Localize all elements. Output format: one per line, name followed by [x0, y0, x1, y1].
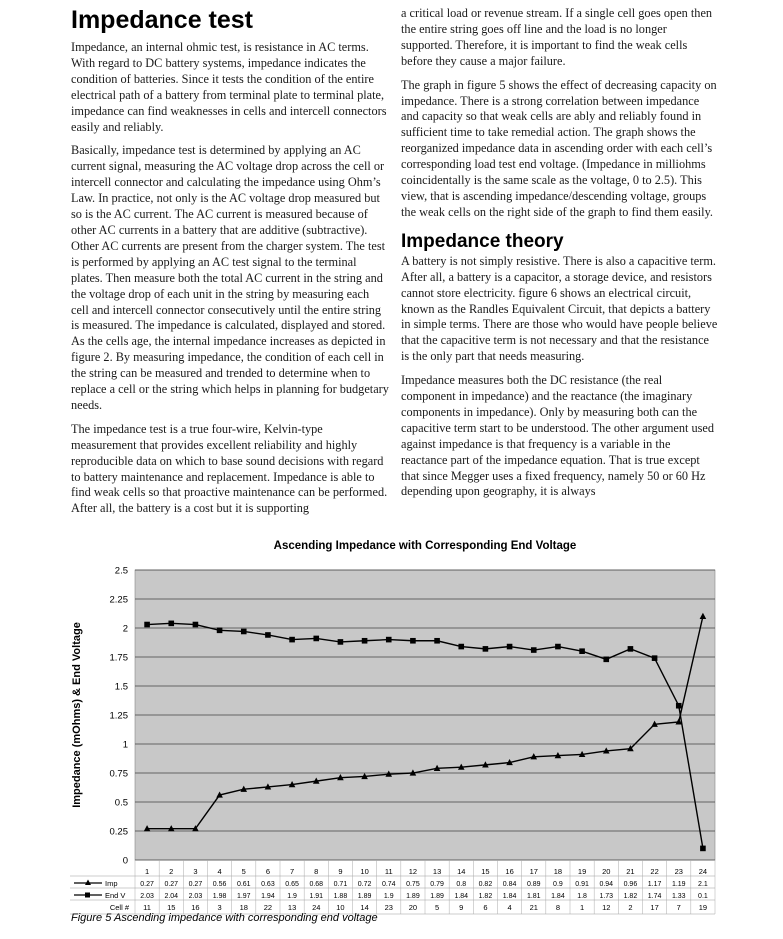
- data-point: [338, 639, 344, 645]
- cell-number: 22: [263, 903, 273, 912]
- cell-number: 5: [434, 903, 440, 912]
- data-label: 1.84: [551, 893, 565, 900]
- data-point: [144, 622, 150, 628]
- data-label: 0.27: [188, 881, 203, 888]
- data-label: 2.1: [698, 881, 708, 888]
- x-tick-label: 10: [360, 867, 369, 876]
- data-point: [507, 644, 513, 650]
- x-tick-label: 16: [505, 867, 514, 876]
- data-label: 0.9: [553, 881, 563, 888]
- section-heading: Impedance theory: [401, 230, 564, 252]
- y-axis-label: Impedance (mOhms) & End Voltage: [71, 622, 83, 808]
- cell-number: 19: [698, 903, 708, 912]
- x-tick-label: 6: [265, 867, 271, 876]
- legend-marker: [85, 893, 90, 898]
- data-label: 0.56: [212, 881, 227, 888]
- data-label: 1.89: [406, 893, 420, 900]
- cell-number: 1: [579, 903, 585, 912]
- cell-number: 21: [529, 903, 538, 912]
- y-tick-label: 2.25: [109, 594, 128, 606]
- data-point: [265, 632, 271, 638]
- data-point: [168, 621, 174, 627]
- data-label: 0.75: [406, 881, 420, 888]
- cell-number: 9: [459, 903, 464, 912]
- x-tick-label: 20: [602, 867, 611, 876]
- data-point: [555, 644, 561, 650]
- paragraph: Impedance measures both the DC resistance (the real component in impedance) and the reactance (the imaginary components in impedance). Only by measuring both can the capacitive term start to be understood. The other argument used against impedance is that frequency is a variable in the reactance part of the impedance equation. That is true except that since Megger uses a fixed frequency, namely 50 or 60 Hz depending upon geography, it is always: [401, 373, 715, 499]
- data-label: 2.03: [188, 893, 203, 900]
- data-label: 0.1: [698, 893, 708, 900]
- x-tick-label: 8: [314, 867, 319, 876]
- y-tick-label: 2: [122, 623, 128, 635]
- data-point: [313, 636, 319, 642]
- x-tick-label: 19: [577, 867, 587, 876]
- data-point: [410, 638, 416, 644]
- data-label: 1.84: [502, 893, 517, 900]
- data-label: 0.8: [456, 881, 467, 888]
- legend-label: Imp: [105, 879, 118, 888]
- cell-number: 12: [602, 903, 611, 912]
- data-point: [386, 637, 392, 643]
- data-point: [483, 646, 489, 652]
- cell-number: 2: [628, 903, 633, 912]
- data-label: 1.9: [287, 893, 297, 900]
- cell-number: 10: [336, 903, 345, 912]
- data-label: 0.74: [381, 881, 396, 888]
- x-tick-label: 13: [432, 867, 442, 876]
- x-tick-label: 21: [626, 867, 635, 876]
- y-tick-label: 0.75: [109, 768, 128, 780]
- data-point: [700, 846, 706, 852]
- cell-number: 15: [167, 903, 176, 912]
- cell-number: 8: [555, 903, 561, 912]
- data-label: 1.97: [236, 893, 251, 900]
- x-tick-label: 9: [338, 867, 343, 876]
- data-point: [603, 657, 609, 663]
- data-point: [289, 637, 295, 643]
- x-tick-label: 12: [408, 867, 418, 876]
- data-label: 1.73: [599, 893, 614, 900]
- data-label: 0.68: [309, 881, 324, 888]
- data-label: 1.9: [383, 893, 394, 900]
- data-label: 0.94: [599, 881, 614, 888]
- paragraph: Basically, impedance test is determined by applying an AC current signal, measuring the AC voltage drop across the cell or intercell connector and calculating the impedance using Ohm’s Law. In practice, not only is the AC voltage drop measured but so is the AC current. The AC current is measured because of other AC currents in a battery that are additive (subtractive). Other AC currents are present from the charger system. The test is performed by applying an AC test signal to the terminal plates. Then measure both the total AC current in the string and the voltage drop of each unit in the string by measuring each cell and intercell connector consecutively until the entire string is measured. The impedance is calculated, displayed and stored. As the cells age, the internal impedance increases as depicted in figure 2. By measuring impedance, the condition of each cell in the string can be measured and trended to determine when to replace a cell or the string which helps in planning for budgetary needs.: [71, 143, 389, 412]
- data-label: 0.96: [623, 881, 638, 888]
- x-tick-label: 2: [169, 867, 174, 876]
- data-label: 0.63: [261, 881, 275, 888]
- y-tick-label: 1.75: [109, 652, 128, 664]
- y-tick-label: 1.5: [114, 681, 128, 693]
- x-tick-label: 24: [698, 867, 708, 876]
- x-tick-label: 17: [529, 867, 538, 876]
- x-tick-label: 5: [241, 867, 246, 876]
- data-label: 1.19: [671, 881, 686, 888]
- data-point: [193, 622, 199, 628]
- data-point: [531, 647, 537, 653]
- data-label: 0.65: [285, 881, 299, 888]
- paragraph: A battery is not simply resistive. There is also a capacitive term. After all, a battery is a capacitor, a storage device, and resistors cannot store electricity. figure 6 shows an electrical circuit, known as the Randles Equivalent Circuit, that depicts a battery in simple terms. There are those who would have people believe that the capacitive term is not necessary and that the resistance is the only part that needs measuring.: [401, 253, 718, 364]
- x-tick-label: 15: [481, 867, 490, 876]
- cell-number: 23: [384, 903, 393, 912]
- data-label: 0.27: [140, 881, 154, 888]
- cell-number: 18: [239, 903, 248, 912]
- data-point: [241, 629, 247, 635]
- data-label: 2.04: [164, 893, 179, 900]
- y-tick-label: 0: [122, 855, 128, 867]
- data-label: 0.79: [430, 881, 444, 888]
- x-tick-label: 23: [674, 867, 683, 876]
- data-point: [434, 638, 440, 644]
- data-point: [628, 646, 634, 652]
- data-label: 1.33: [671, 893, 686, 900]
- cell-number: 16: [191, 903, 200, 912]
- cell-number: 6: [483, 903, 488, 912]
- data-label: 0.89: [526, 881, 541, 888]
- data-label: 0.71: [333, 881, 348, 888]
- data-label: 1.91: [309, 893, 324, 900]
- cell-number: 13: [287, 903, 297, 912]
- data-point: [362, 638, 368, 644]
- data-label: 1.89: [357, 893, 372, 900]
- x-tick-label: 22: [650, 867, 659, 876]
- data-label: 1.81: [526, 893, 541, 900]
- data-point: [652, 655, 658, 661]
- y-tick-label: 1: [122, 739, 128, 751]
- chart: [60, 534, 730, 922]
- x-tick-label: 7: [289, 867, 295, 876]
- data-label: 1.84: [454, 893, 469, 900]
- right-column: [401, 6, 719, 508]
- data-label: 0.84: [502, 881, 517, 888]
- data-label: 1.74: [647, 893, 662, 900]
- data-label: 0.91: [575, 881, 589, 888]
- x-tick-label: 1: [144, 867, 150, 876]
- data-label: 1.8: [577, 893, 587, 900]
- data-label: 2.03: [140, 893, 154, 900]
- x-tick-label: 3: [193, 867, 198, 876]
- x-tick-label: 18: [553, 867, 563, 876]
- data-label: 0.61: [236, 881, 251, 888]
- cell-number: 24: [312, 903, 321, 912]
- x-tick-label: 11: [384, 867, 393, 876]
- data-label: 1.98: [212, 893, 227, 900]
- chart-svg: [60, 534, 730, 922]
- x-tick-label: 4: [217, 867, 222, 876]
- data-label: 1.88: [333, 893, 348, 900]
- legend-marker: [85, 880, 91, 886]
- x-tick-label: 14: [457, 867, 466, 876]
- data-label: 1.17: [647, 881, 662, 888]
- y-tick-label: 0.25: [109, 826, 128, 838]
- chart-title: Ascending Impedance with Corresponding End Voltage: [273, 540, 577, 552]
- data-label: 0.27: [164, 881, 179, 888]
- cell-number: 17: [650, 903, 659, 912]
- y-tick-label: 1.25: [109, 710, 128, 722]
- cell-number: 7: [676, 903, 681, 912]
- data-label: 1.82: [623, 893, 638, 900]
- paragraph: a critical load or revenue stream. If a single cell goes open then the entire string goes off line and the load is no longer supported. Therefore, it is important to find the weak cells before they cause a major failure.: [401, 6, 713, 68]
- article-title: Impedance test: [71, 6, 254, 34]
- legend-label: End V: [105, 891, 126, 900]
- cell-number: 14: [360, 903, 369, 912]
- cell-number: 3: [217, 903, 222, 912]
- y-tick-label: 0.5: [114, 797, 128, 809]
- paragraph: Impedance, an internal ohmic test, is resistance in AC terms. With regard to DC battery systems, impedance indicates the condition of batteries. Since it tests the condition of the entire electrical path of a battery from terminal plate to terminal plate, impedance can find weaknesses in cells and intercell connectors easily and reliably.: [71, 40, 387, 134]
- data-label: 0.82: [478, 881, 493, 888]
- table-row-label: Cell #: [109, 903, 129, 912]
- paragraph: The graph in figure 5 shows the effect of decreasing capacity on impedance. There is a strong correlation between impedance and capacity so that weak cells are ably and reliably found in sufficient time to take remedial action. The graph shows the reorganized impedance data in ascending order with each cell’s corresponding load test end voltage. (Impedance in milliohms coincidentally is the same scale as the voltage, 0 to 2.5). This view, that is ascending impedance/descending voltage, groups the weak cells on the right side of the graph to find them easily.: [401, 77, 717, 219]
- data-point: [579, 648, 585, 654]
- data-point: [217, 628, 223, 634]
- cell-number: 4: [507, 903, 512, 912]
- figure-caption: Figure 5 Ascending impedance with corresponding end voltage: [71, 912, 378, 924]
- cell-number: 20: [408, 903, 418, 912]
- data-label: 1.82: [478, 893, 493, 900]
- left-column: [71, 6, 389, 525]
- cell-number: 11: [143, 903, 151, 912]
- data-label: 1.94: [261, 893, 275, 900]
- data-point: [458, 644, 464, 650]
- data-label: 1.89: [430, 893, 444, 900]
- y-tick-label: 2.5: [114, 565, 128, 577]
- data-point: [676, 703, 682, 709]
- data-label: 0.72: [357, 881, 372, 888]
- paragraph: The impedance test is a true four-wire, Kelvin-type measurement that provides excellent reliability and highly reproducible data on which to base sound decisions with regard to battery maintenance and replacement. Impedance is able to find weak cells so that proactive maintenance can be performed. After all, the battery is a cost but it is supporting: [71, 421, 388, 516]
